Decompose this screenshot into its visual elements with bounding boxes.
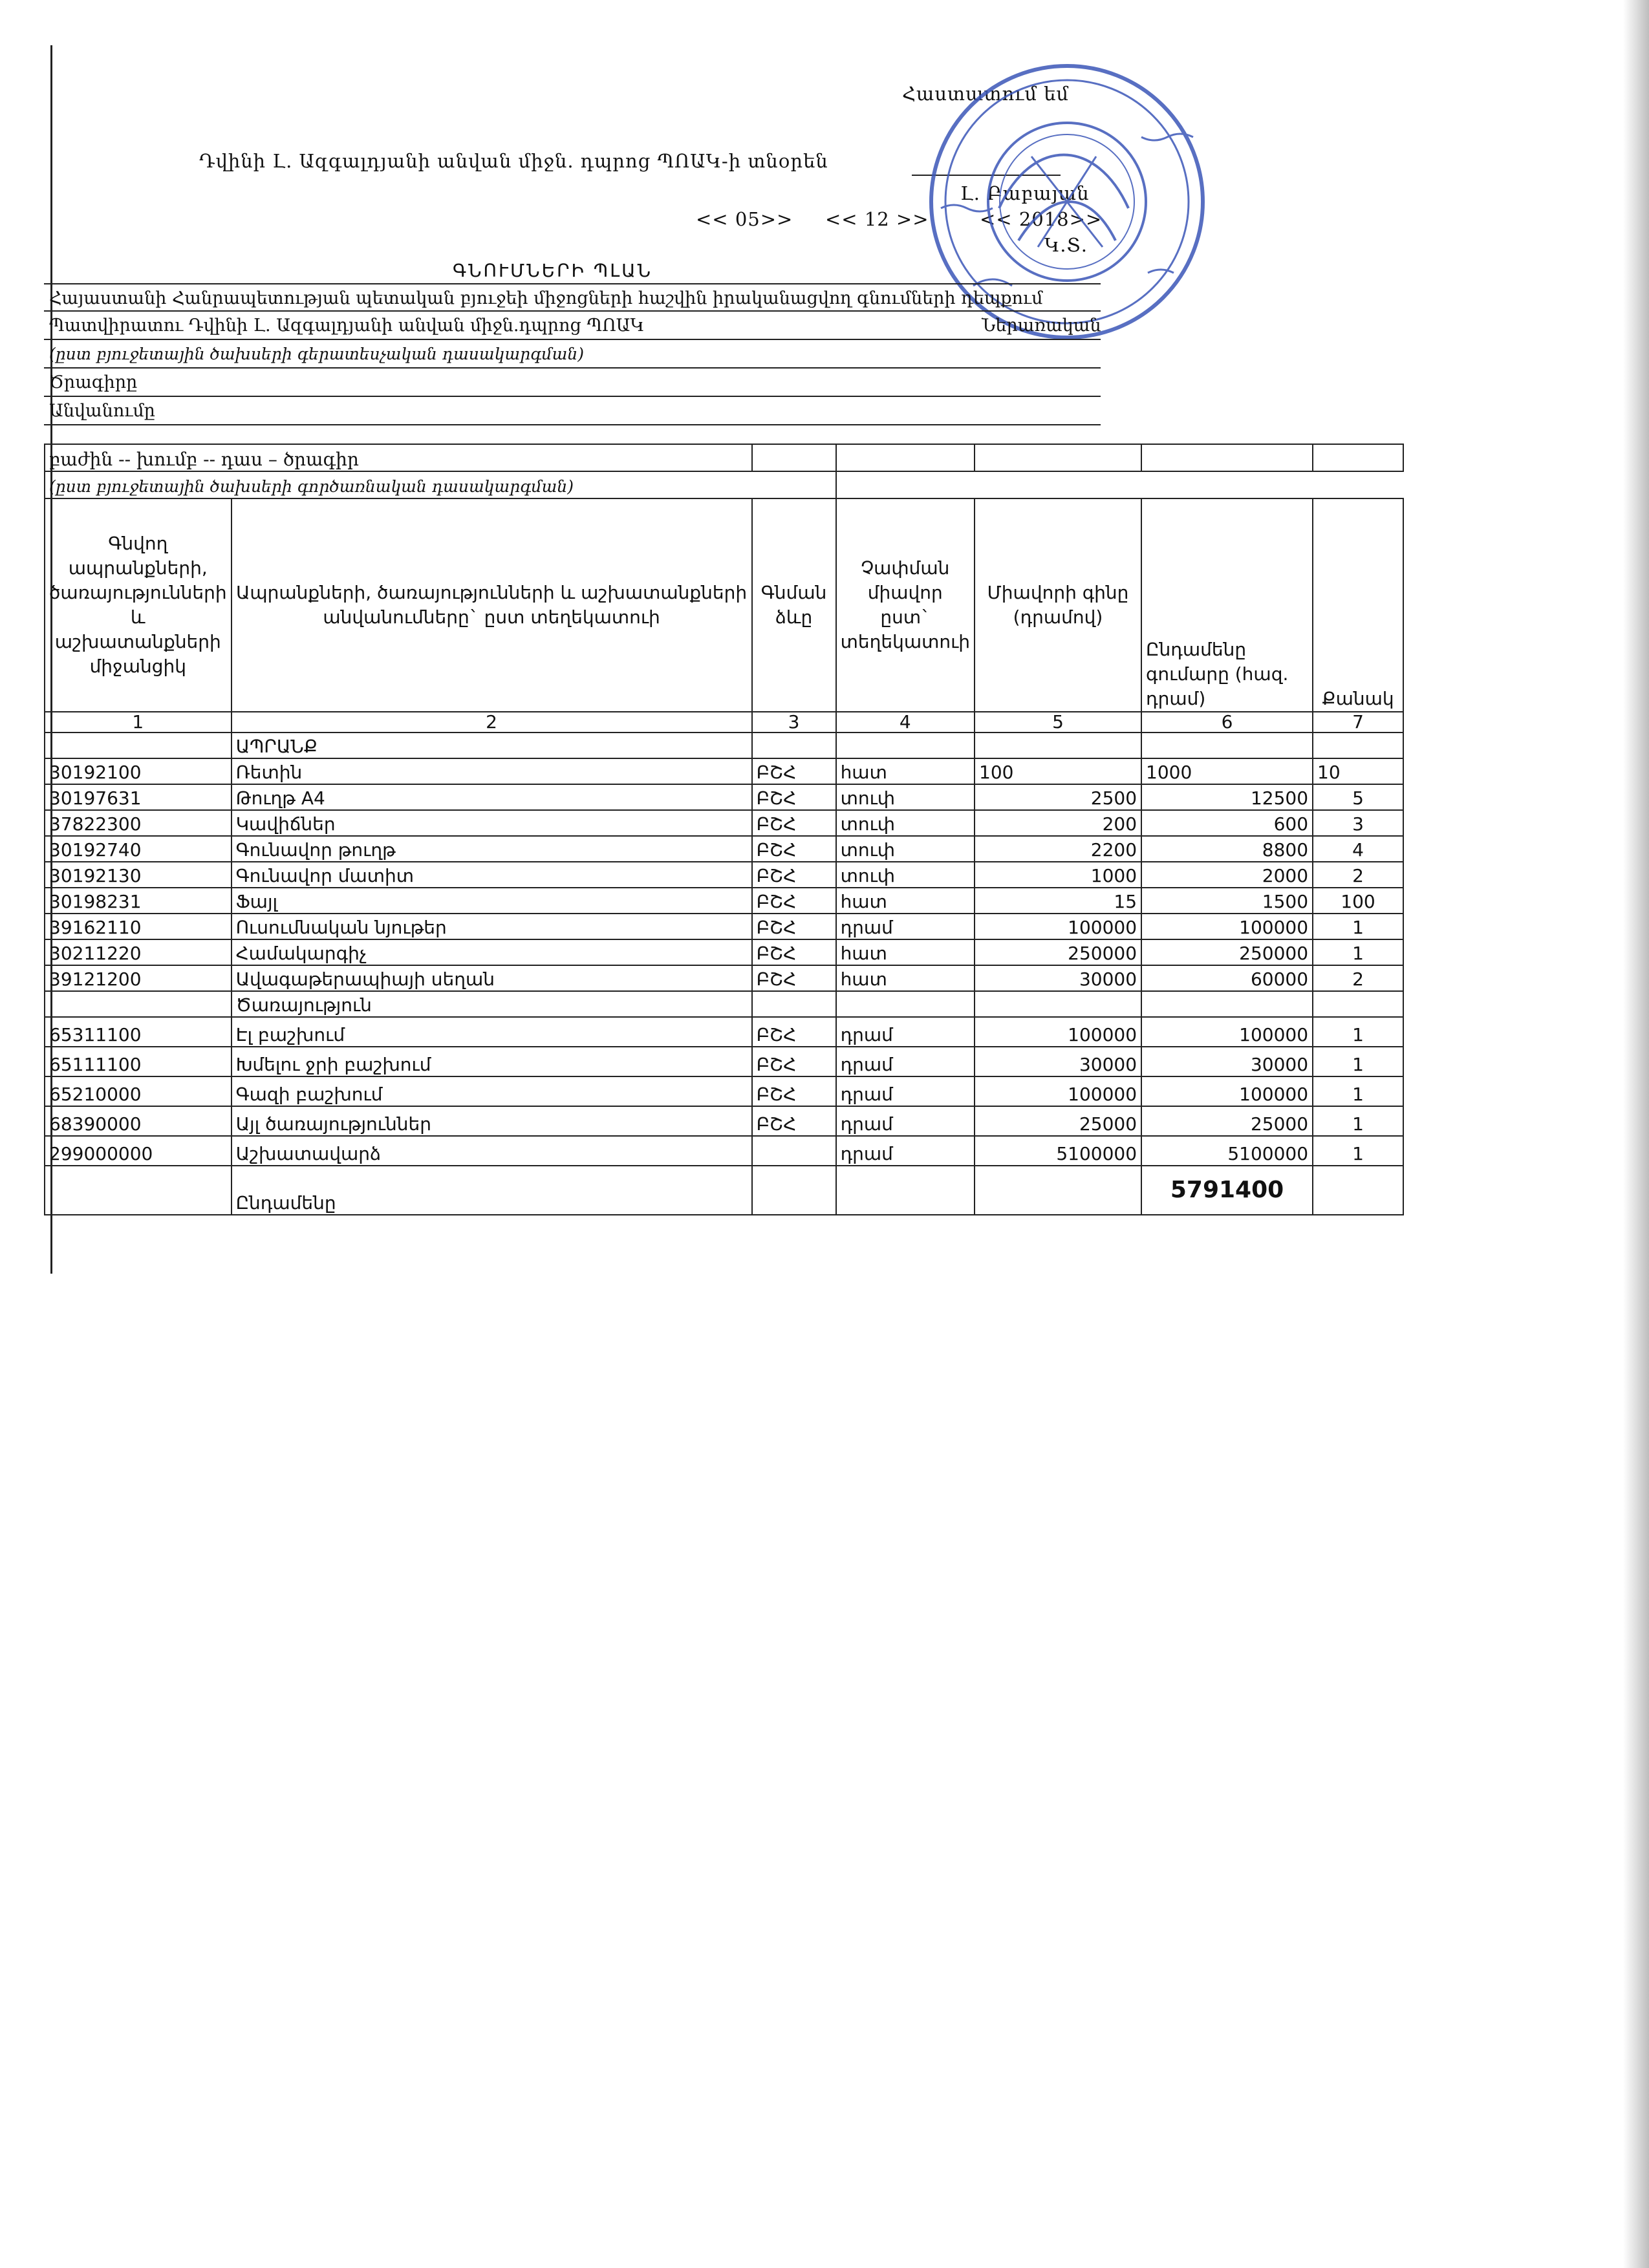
empty-cell: [752, 991, 836, 1017]
table-row: [45, 965, 1403, 991]
item-method: ԲՇՀ: [752, 914, 836, 939]
item-code: 30192130: [45, 862, 232, 888]
total-blank: [752, 1166, 836, 1215]
empty-cell: [836, 991, 975, 1017]
item-qty: 5: [1313, 784, 1403, 810]
grand-total-row: [45, 1166, 1403, 1215]
empty-cell: [45, 733, 232, 758]
services-body: [45, 991, 1403, 1166]
item-method: ԲՇՀ: [752, 1106, 836, 1136]
item-name: Ֆայլ: [232, 888, 752, 914]
item-code: 37822300: [45, 810, 232, 836]
item-unit: դրամ: [836, 1136, 975, 1166]
item-name: Ուսումնական նյութեր: [232, 914, 752, 939]
item-code: 30197631: [45, 784, 232, 810]
item-method: ԲՇՀ: [752, 1047, 836, 1076]
column-number: 3: [752, 712, 836, 733]
item-unit: տուփ: [836, 836, 975, 862]
class-note-2-row: [45, 471, 1403, 498]
item-method: ԲՇՀ: [752, 862, 836, 888]
item-name: Թուղթ A4: [232, 784, 752, 810]
date-year: << 2018>>: [980, 208, 1103, 230]
item-unit: հատ: [836, 888, 975, 914]
customer-text: Պատվիրատու Դվինի Լ. Ազգալդյանի անվան միջն.դպրոց ՊՈԱԿ: [49, 316, 645, 336]
item-unit: հատ: [836, 965, 975, 991]
item-method: ԲՇՀ: [752, 965, 836, 991]
item-unit: տուփ: [836, 862, 975, 888]
item-method: ԲՇՀ: [752, 758, 836, 784]
item-qty: 1: [1313, 1076, 1403, 1106]
item-method: [752, 1136, 836, 1166]
item-name: Գունավոր մատիտ: [232, 862, 752, 888]
blank-cell: [836, 471, 1403, 498]
empty-cell: [975, 991, 1141, 1017]
item-price: 200: [975, 810, 1141, 836]
item-name: Էլ բաշխում: [232, 1017, 752, 1047]
item-name: Գունավոր թուղթ: [232, 836, 752, 862]
item-code: 65111100: [45, 1047, 232, 1076]
item-code: 299000000: [45, 1136, 232, 1166]
item-qty: 1: [1313, 939, 1403, 965]
plan-title: ԳՆՈՒՄՆԵՐԻ ՊԼԱՆ: [453, 260, 652, 281]
section-row: [45, 444, 1403, 471]
section-services-label: Ծառայություն: [232, 991, 752, 1017]
item-price: 2200: [975, 836, 1141, 862]
item-total: 25000: [1141, 1106, 1313, 1136]
item-price: 100000: [975, 1076, 1141, 1106]
item-method: ԲՇՀ: [752, 939, 836, 965]
empty-cell: [1141, 733, 1313, 758]
item-method: ԲՇՀ: [752, 1076, 836, 1106]
director-line: Դվինի Լ. Ազգալդյանի անվան միջն. դպրոց ՊՈԱԿ-ի տնօրեն: [199, 150, 828, 172]
item-unit: դրամ: [836, 1017, 975, 1047]
empty-cell: [1313, 733, 1403, 758]
total-blank: [1313, 1166, 1403, 1215]
section-cell: [836, 444, 975, 471]
item-name: Ռետին: [232, 758, 752, 784]
item-total: 250000: [1141, 939, 1313, 965]
program-row: Ծրագիրը: [44, 369, 1101, 397]
item-price: 100000: [975, 914, 1141, 939]
item-unit: դրամ: [836, 914, 975, 939]
header-name: Ապրանքների, ծառայությունների և աշխատանքների անվանումները` ըստ տեղեկատուի: [232, 498, 752, 712]
item-code: 39162110: [45, 914, 232, 939]
item-price: 100: [975, 758, 1141, 784]
header-code: Գնվող ապրանքների, ծառայությունների և աշխատանքների միջանցիկ: [45, 498, 232, 712]
item-method: ԲՇՀ: [752, 888, 836, 914]
header-unit-price: Միավորի գինը (դրամով): [975, 498, 1141, 712]
table-row: [45, 914, 1403, 939]
item-qty: 10: [1313, 758, 1403, 784]
item-price: 30000: [975, 1047, 1141, 1076]
item-name: Այլ ծառայություններ: [232, 1106, 752, 1136]
header-unit: Չափման միավոր ըստ` տեղեկատուի: [836, 498, 975, 712]
item-code: 30192100: [45, 758, 232, 784]
item-method: ԲՇՀ: [752, 810, 836, 836]
republic-row: Հայաստանի Հանրապետության պետական բյուջեի միջոցների հաշվին իրականացվող գնումների դեպքում: [44, 283, 1101, 312]
item-unit: դրամ: [836, 1106, 975, 1136]
item-price: 25000: [975, 1106, 1141, 1136]
section-heading-row: [45, 733, 1403, 758]
approved-label: Հաստատում եմ: [902, 83, 1070, 105]
column-number: 2: [232, 712, 752, 733]
item-name: Խմելու ջրի բաշխում: [232, 1047, 752, 1076]
date-month: << 12 >>: [825, 208, 929, 230]
column-number-row: [45, 712, 1403, 733]
item-name: Գազի բաշխում: [232, 1076, 752, 1106]
item-price: 100000: [975, 1017, 1141, 1047]
column-number: 7: [1313, 712, 1403, 733]
total-blank: [975, 1166, 1141, 1215]
customer-row: [44, 312, 1101, 340]
item-total: 1000: [1141, 758, 1313, 784]
table-row: [45, 836, 1403, 862]
table-row: [45, 758, 1403, 784]
item-code: 30192740: [45, 836, 232, 862]
item-price: 30000: [975, 965, 1141, 991]
item-name: Կավիճներ: [232, 810, 752, 836]
item-name: Աշխատավարձ: [232, 1136, 752, 1166]
item-qty: 2: [1313, 965, 1403, 991]
column-number: 5: [975, 712, 1141, 733]
empty-cell: [1313, 991, 1403, 1017]
item-total: 600: [1141, 810, 1313, 836]
item-code: 68390000: [45, 1106, 232, 1136]
item-method: ԲՇՀ: [752, 784, 836, 810]
header-qty: Քանակ: [1313, 498, 1403, 712]
section-cell: [975, 444, 1141, 471]
item-unit: տուփ: [836, 784, 975, 810]
item-total: 2000: [1141, 862, 1313, 888]
item-price: 15: [975, 888, 1141, 914]
section-label: բաժին -- խումբ -- դաս – ծրագիր: [45, 444, 752, 471]
item-code: 65210000: [45, 1076, 232, 1106]
item-price: 5100000: [975, 1136, 1141, 1166]
item-name: Ավագաթերապիայի սեղան: [232, 965, 752, 991]
item-unit: տուփ: [836, 810, 975, 836]
item-price: 1000: [975, 862, 1141, 888]
item-unit: դրամ: [836, 1047, 975, 1076]
item-total: 1500: [1141, 888, 1313, 914]
item-unit: հատ: [836, 758, 975, 784]
total-blank: [45, 1166, 232, 1215]
name-row: Անվանումը: [44, 397, 1101, 425]
empty-cell: [752, 733, 836, 758]
class-note-1: (ըստ բյուջետային ծախսերի գերատեսչական դասակարգման): [44, 340, 1101, 369]
scan-edge: [1623, 0, 1649, 2268]
item-code: 30198231: [45, 888, 232, 914]
item-total: 100000: [1141, 1017, 1313, 1047]
goods-body: [45, 733, 1403, 991]
item-qty: 1: [1313, 1047, 1403, 1076]
empty-cell: [836, 733, 975, 758]
table-row: [45, 1047, 1403, 1076]
empty-cell: [45, 991, 232, 1017]
item-qty: 4: [1313, 836, 1403, 862]
director-name: Լ. Բաբայան: [960, 182, 1090, 204]
grand-total-label: Ընդամենը: [232, 1166, 752, 1215]
item-unit: հատ: [836, 939, 975, 965]
table-row: [45, 888, 1403, 914]
item-qty: 100: [1313, 888, 1403, 914]
table-row: [45, 1076, 1403, 1106]
table-header-row: [45, 498, 1403, 712]
item-code: 65311100: [45, 1017, 232, 1047]
section-goods-label: ԱՊՐԱՆՔ: [232, 733, 752, 758]
item-total: 60000: [1141, 965, 1313, 991]
table-row: [45, 1106, 1403, 1136]
column-number: 1: [45, 712, 232, 733]
item-total: 12500: [1141, 784, 1313, 810]
item-method: ԲՇՀ: [752, 1017, 836, 1047]
item-code: 30211220: [45, 939, 232, 965]
header-method: Գնման ձևը: [752, 498, 836, 712]
item-name: Համակարգիչ: [232, 939, 752, 965]
item-total: 100000: [1141, 914, 1313, 939]
column-number: 6: [1141, 712, 1313, 733]
empty-cell: [1141, 991, 1313, 1017]
section-cell: [752, 444, 836, 471]
item-total: 8800: [1141, 836, 1313, 862]
item-qty: 1: [1313, 1017, 1403, 1047]
customer-place: Ներառական: [982, 316, 1101, 336]
section-heading-row: [45, 991, 1403, 1017]
item-qty: 2: [1313, 862, 1403, 888]
table-row: [45, 862, 1403, 888]
grand-total-value: 5791400: [1141, 1166, 1313, 1215]
item-method: ԲՇՀ: [752, 836, 836, 862]
total-blank: [836, 1166, 975, 1215]
item-unit: դրամ: [836, 1076, 975, 1106]
item-price: 2500: [975, 784, 1141, 810]
procurement-table: [44, 444, 1404, 1215]
item-qty: 1: [1313, 914, 1403, 939]
item-qty: 3: [1313, 810, 1403, 836]
section-cell: [1313, 444, 1403, 471]
table-row: [45, 784, 1403, 810]
table-row: [45, 939, 1403, 965]
class-note-2: (ըստ բյուջետային ծախսերի գործառնական դասակարգման): [45, 471, 836, 498]
section-cell: [1141, 444, 1313, 471]
header-total: Ընդամենը գումարը (հազ. դրամ): [1141, 498, 1313, 712]
table-row: [45, 1136, 1403, 1166]
table-row: [45, 810, 1403, 836]
column-number: 4: [836, 712, 975, 733]
item-qty: 1: [1313, 1106, 1403, 1136]
item-qty: 1: [1313, 1136, 1403, 1166]
empty-cell: [975, 733, 1141, 758]
table-row: [45, 1017, 1403, 1047]
seal-mark: Կ.Տ.: [1044, 234, 1088, 256]
item-total: 5100000: [1141, 1136, 1313, 1166]
item-total: 30000: [1141, 1047, 1313, 1076]
date-day: << 05>>: [696, 208, 793, 230]
item-total: 100000: [1141, 1076, 1313, 1106]
item-code: 39121200: [45, 965, 232, 991]
item-price: 250000: [975, 939, 1141, 965]
